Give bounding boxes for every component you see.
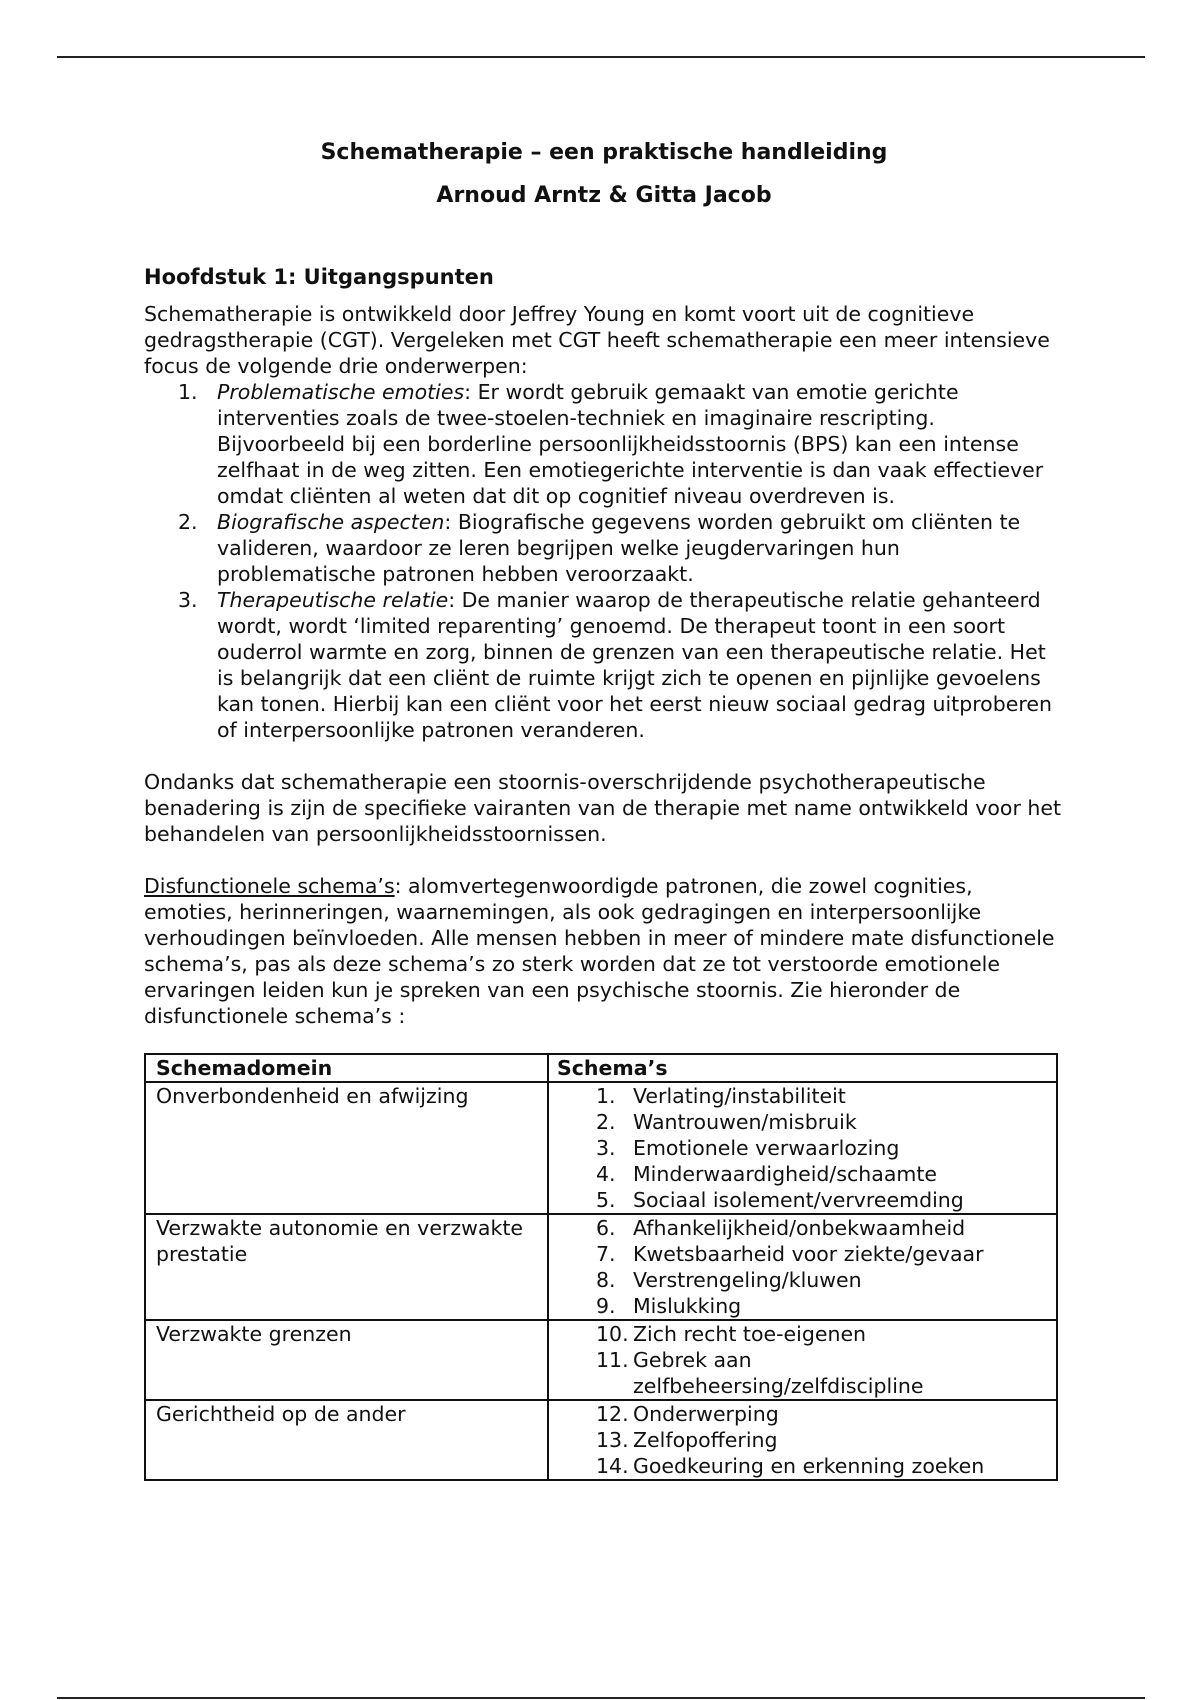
paragraph-definition bbox=[144, 873, 1064, 1029]
header-rule bbox=[57, 56, 1145, 58]
schema-table bbox=[144, 1053, 1058, 1481]
schema-item bbox=[549, 1321, 1048, 1347]
schema-number: 12. bbox=[596, 1402, 629, 1426]
table-row bbox=[145, 1214, 1057, 1320]
focus-item-text: : De manier waarop de therapeutische relatie gehanteerd wordt, wordt ‘limited reparenting’ genoemd. De therapeut toont in een soort ouderrol warmte en zorg, binnen de grenzen van een therapeutische relatie. Het is belangrijk dat een cliënt de ruimte krijgt zich te openen en pijnlijke gevoelens kan tonen. Hierbij kan een cliënt voor het eerst nieuw sociaal gedrag uitproberen of interpersoonlijke patronen veranderen. bbox=[217, 588, 1052, 742]
focus-item-number: 3. bbox=[178, 588, 198, 612]
schemas-cell bbox=[548, 1082, 1057, 1214]
schema-label: Sociaal isolement/vervreemding bbox=[633, 1188, 964, 1212]
chapter-heading: Hoofdstuk 1: Uitgangspunten bbox=[144, 265, 494, 289]
schema-number: 2. bbox=[596, 1110, 616, 1134]
document-title: Schematherapie – een praktische handleiding bbox=[320, 140, 888, 165]
schema-label: Wantrouwen/misbruik bbox=[633, 1110, 857, 1134]
schema-item bbox=[549, 1135, 1048, 1161]
schema-item bbox=[549, 1241, 1048, 1267]
schema-item bbox=[549, 1215, 1048, 1241]
definition-text: : alomvertegenwoordigde patronen, die zowel cognities, emoties, herinneringen, waarnemingen, als ook gedragingen en interpersoonlijke verhoudingen beïnvloeden. Alle mensen hebben in meer of mindere mate disfunctionele schema’s, pas als deze schema’s zo sterk worden dat ze tot verstoorde emotionele ervaringen leiden kun je spreken van een psychische stoornis. Zie hieronder de disfunctionele schema’s : bbox=[144, 874, 1055, 1028]
schema-number: 13. bbox=[596, 1428, 629, 1452]
focus-item bbox=[144, 379, 1064, 509]
schema-number: 9. bbox=[596, 1294, 616, 1318]
table-row bbox=[145, 1082, 1057, 1214]
focus-item-term: Biografische aspecten bbox=[217, 510, 445, 534]
focus-item bbox=[144, 587, 1064, 743]
focus-item-text: : Er wordt gebruik gemaakt van emotie gerichte interventies zoals de twee-stoelen-techniek en imaginaire rescripting. Bijvoorbeeld bij een borderline persoonlijkheidsstoornis (BPS) kan een intense zelfhaat in de weg zitten. Een emotiegerichte interventie is dan vaak effectiever omdat cliënten al weten dat dit op cognitief niveau overdreven is. bbox=[217, 380, 1044, 508]
intro-paragraph: Schematherapie is ontwikkeld door Jeffrey Young en komt voort uit de cognitieve gedragstherapie (CGT). Vergeleken met CGT heeft schematherapie een meer intensieve focus de volgende drie onderwerpen: bbox=[144, 302, 1050, 378]
schema-item bbox=[549, 1427, 1048, 1453]
schema-label: Zelfopoffering bbox=[633, 1428, 778, 1452]
focus-item-number: 2. bbox=[178, 510, 198, 534]
schema-label: Gebrek aan zelfbeheersing/zelfdiscipline bbox=[633, 1348, 924, 1398]
domain-cell: Verzwakte autonomie en verzwakte prestatie bbox=[145, 1214, 548, 1320]
schemas-cell bbox=[548, 1320, 1057, 1400]
paragraph-approach: Ondanks dat schematherapie een stoornis-overschrijdende psychotherapeutische benadering is zijn de specifieke vairanten van de therapie met name ontwikkeld voor het behandelen van persoonlijkheidsstoornissen. bbox=[144, 770, 1062, 846]
schema-item bbox=[549, 1109, 1048, 1135]
focus-item bbox=[144, 509, 1064, 587]
focus-item-text: : Biografische gegevens worden gebruikt om cliënten te valideren, waardoor ze leren begrijpen welke jeugdervaringen hun problematische patronen hebben veroorzaakt. bbox=[217, 510, 1021, 586]
schema-number: 4. bbox=[596, 1162, 616, 1186]
table-row bbox=[145, 1400, 1057, 1480]
schema-label: Minderwaardigheid/schaamte bbox=[633, 1162, 938, 1186]
schema-label: Zich recht toe-eigenen bbox=[633, 1322, 867, 1346]
column-header-domain: Schemadomein bbox=[145, 1054, 548, 1082]
focus-item-term: Therapeutische relatie bbox=[217, 588, 449, 612]
schema-item bbox=[549, 1187, 1048, 1213]
schemas-cell bbox=[548, 1214, 1057, 1320]
domain-cell: Onverbondenheid en afwijzing bbox=[145, 1082, 548, 1214]
definition-term: Disfunctionele schema’s bbox=[144, 874, 395, 898]
schema-label: Emotionele verwaarlozing bbox=[633, 1136, 900, 1160]
focus-item-term: Problematische emoties bbox=[217, 380, 465, 404]
focus-item-number: 1. bbox=[178, 380, 198, 404]
schema-label: Afhankelijkheid/onbekwaamheid bbox=[633, 1216, 966, 1240]
schema-item bbox=[549, 1161, 1048, 1187]
schema-number: 7. bbox=[596, 1242, 616, 1266]
schema-number: 5. bbox=[596, 1188, 616, 1212]
footer-rule bbox=[57, 1697, 1145, 1699]
schema-number: 11. bbox=[596, 1348, 629, 1372]
schema-label: Goedkeuring en erkenning zoeken bbox=[633, 1454, 985, 1478]
schema-item bbox=[549, 1453, 1048, 1479]
schema-label: Verlating/instabiliteit bbox=[633, 1084, 846, 1108]
domain-cell: Gerichtheid op de ander bbox=[145, 1400, 548, 1480]
schema-number: 6. bbox=[596, 1216, 616, 1240]
schema-item bbox=[549, 1401, 1048, 1427]
table-header-row bbox=[145, 1054, 1057, 1082]
schema-item bbox=[549, 1347, 1048, 1399]
schema-label: Verstrengeling/kluwen bbox=[633, 1268, 862, 1292]
schema-number: 8. bbox=[596, 1268, 616, 1292]
column-header-schemas: Schema’s bbox=[548, 1054, 1057, 1082]
schema-item bbox=[549, 1083, 1048, 1109]
schema-number: 3. bbox=[596, 1136, 616, 1160]
schema-label: Kwetsbaarheid voor ziekte/gevaar bbox=[633, 1242, 984, 1266]
schema-item bbox=[549, 1293, 1048, 1319]
schema-number: 1. bbox=[596, 1084, 616, 1108]
schema-number: 10. bbox=[596, 1322, 629, 1346]
domain-cell: Verzwakte grenzen bbox=[145, 1320, 548, 1400]
schemas-cell bbox=[548, 1400, 1057, 1480]
document-body bbox=[144, 138, 1064, 1481]
schema-item bbox=[549, 1267, 1048, 1293]
focus-list bbox=[144, 379, 1064, 743]
document-authors: Arnoud Arntz & Gitta Jacob bbox=[436, 183, 772, 208]
schema-number: 14. bbox=[596, 1454, 629, 1478]
schema-label: Mislukking bbox=[633, 1294, 742, 1318]
schema-label: Onderwerping bbox=[633, 1402, 779, 1426]
table-row bbox=[145, 1320, 1057, 1400]
